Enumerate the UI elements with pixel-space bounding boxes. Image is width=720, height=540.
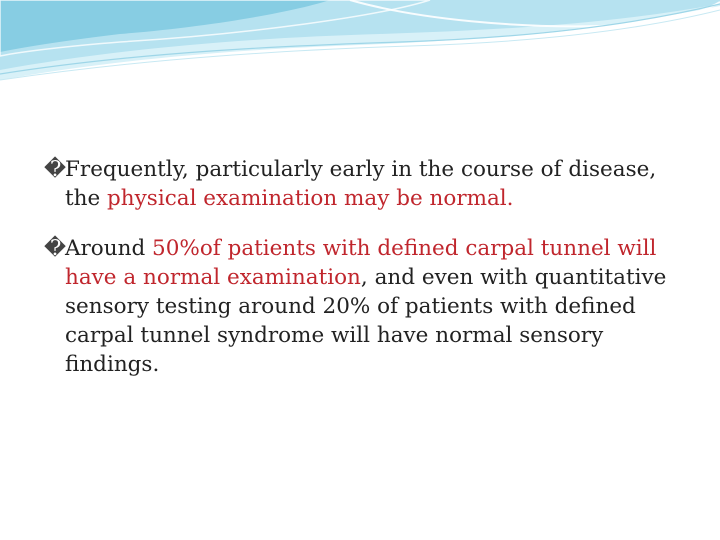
bullet-text-1a: Frequently, particularly early in the course of disease, the (65, 157, 657, 211)
decorative-wave-banner (0, 0, 720, 90)
bullet-text-1b-highlight: physical examination may be normal. (107, 186, 514, 211)
bullet-marker-2: � (44, 236, 67, 261)
bullet-text-2c: , and even with quantitative sensory testing around 20% of patients with defined carpal tunnel syndrome will have normal sensory findings. (65, 265, 667, 377)
bullet-item-2 (44, 234, 694, 379)
bullet-item-1 (44, 155, 694, 213)
bullet-text-2b-highlight: 50%of patients with defined carpal tunnel will have a normal examination (65, 236, 657, 290)
bullet-list (44, 155, 694, 400)
bullet-text-2a: Around (65, 236, 153, 261)
bullet-marker-1: � (44, 157, 67, 182)
